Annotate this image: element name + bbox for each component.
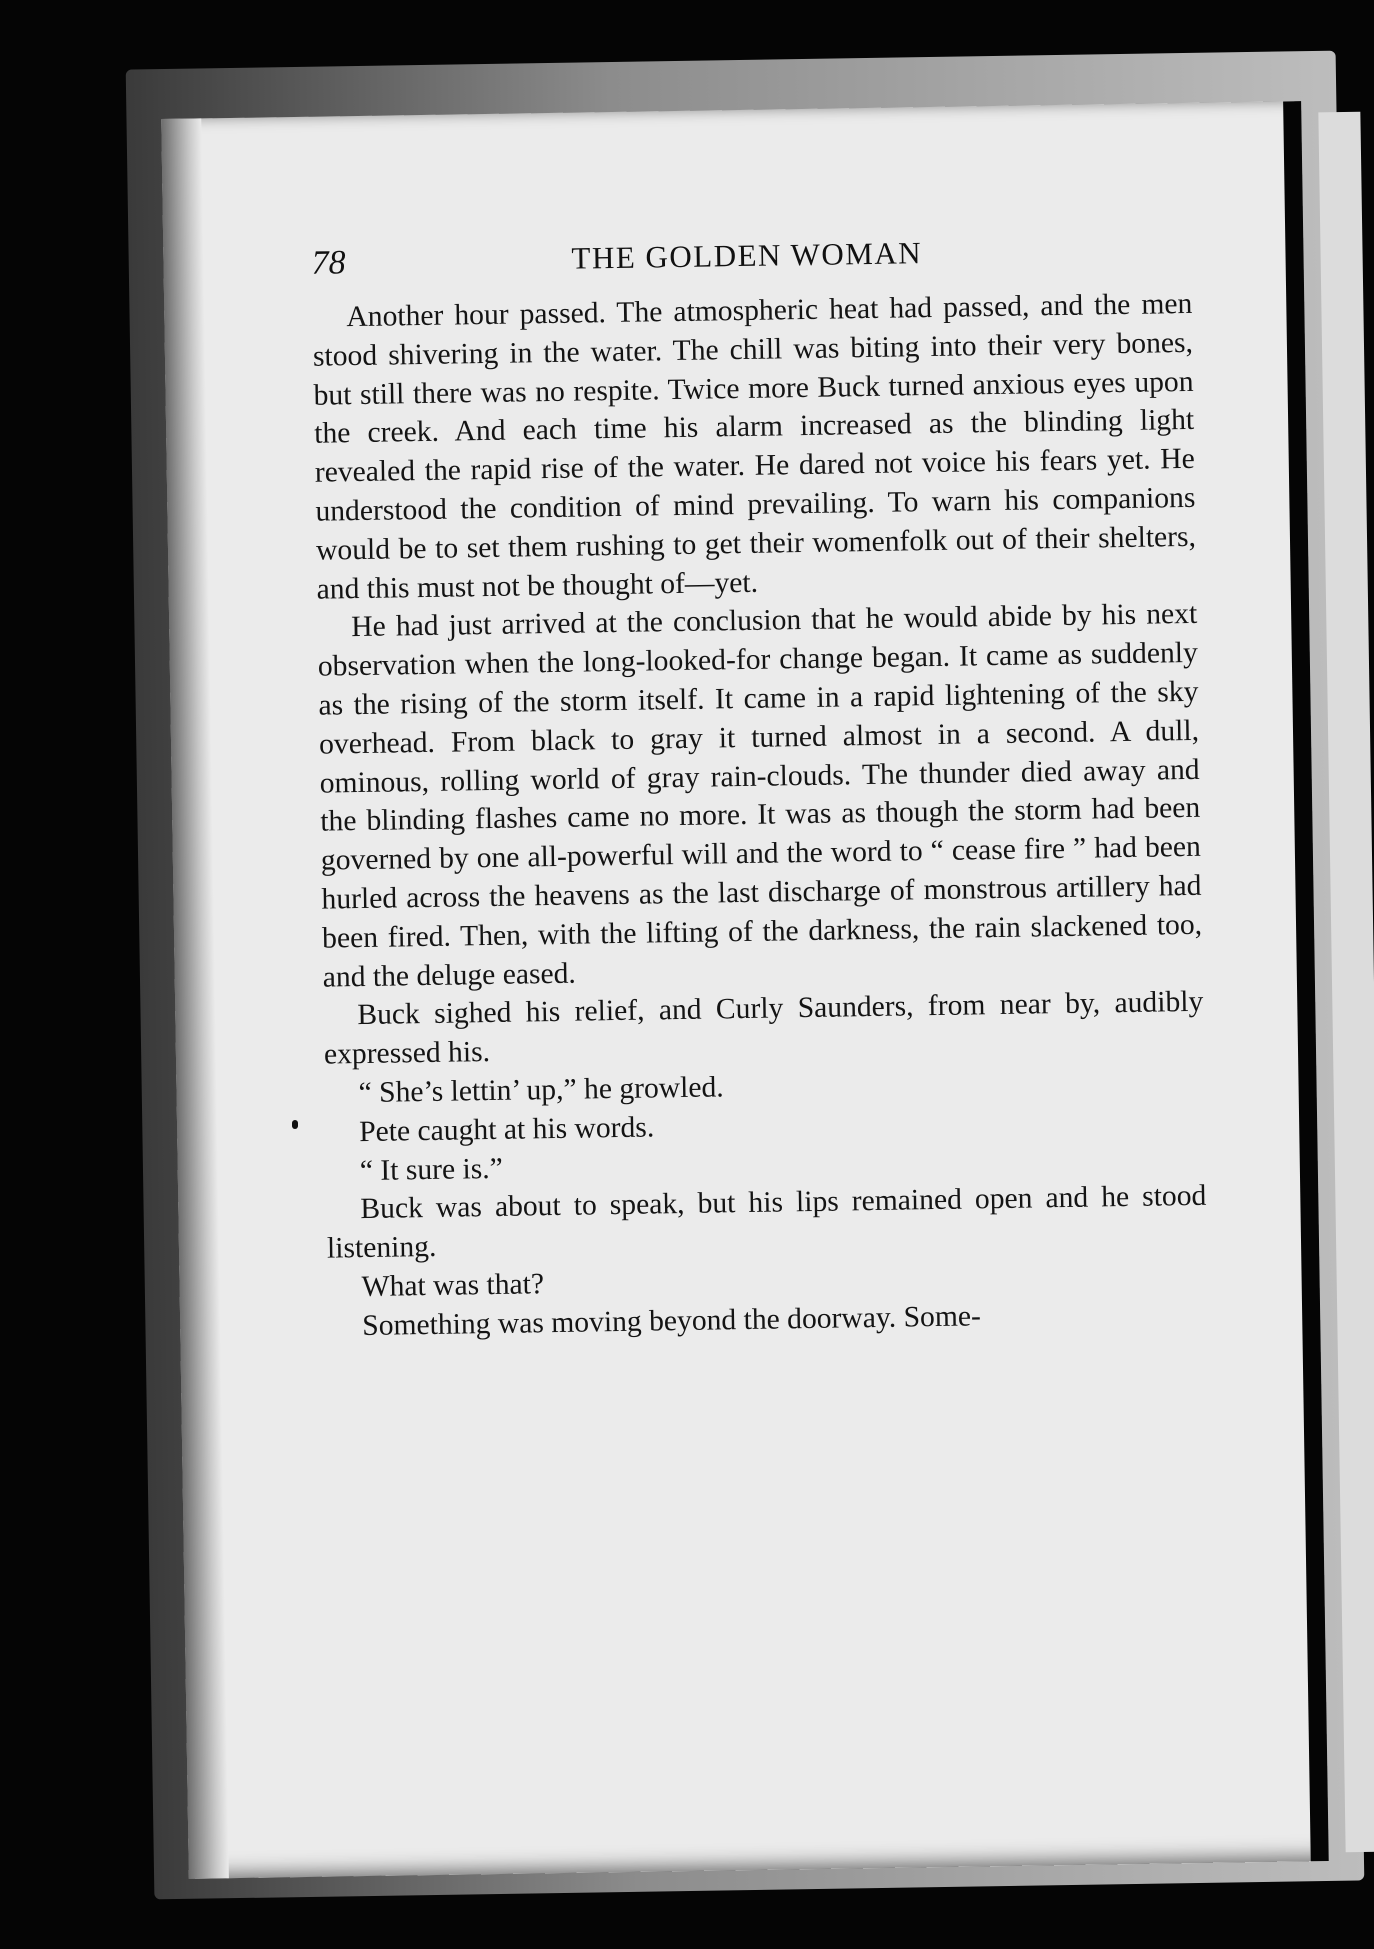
paragraph: Buck was about to speak, but his lips remained open and he stood listening. bbox=[326, 1180, 1207, 1265]
paragraph: Another hour passed. The atmospheric heat had passed, and the men stood shivering in the water. The chill was biting into their very bones, but still there was no respite. Twice more Buck turned anxious eyes upon the creek. And each time his alarm increased as the blinding light revealed the rapid rise of the water. He dared not voice his fears yet. He understood the condition of mind prevailing. To warn his companions would be to set them rushing to get their womenfolk out of their shelters, and this must not be thought of—yet. bbox=[312, 287, 1197, 606]
page-number: 78 bbox=[311, 244, 346, 282]
body-text bbox=[312, 285, 1208, 1346]
page-header bbox=[311, 231, 1192, 289]
paragraph: “ It sure is.” bbox=[359, 1152, 504, 1187]
running-head: THE GOLDEN WOMAN bbox=[571, 235, 923, 276]
paragraph: He had just arrived at the conclusion that he would abide by his next observation when the long-looked-for change began. It came as suddenly as the rising of the storm itself. It came in a rapid lightening of the sky overhead. From black to gray it turned almost in a second. A dull, ominous, rolling world of gray rain-clouds. The thunder died away and the blinding flashes came no more. It was as though the storm had been governed by one all-powerful will and the word to “ cease fire ” had been hurled across the heavens as the last discharge of monstrous artillery had been fired. Then, with the lifting of the darkness, the rain slackened too, and the deluge eased. bbox=[317, 598, 1203, 994]
ink-speck bbox=[292, 1120, 298, 1129]
paragraph: Pete caught at his words. bbox=[358, 1111, 655, 1148]
paragraph: Buck sighed his relief, and Curly Saunders, from near by, audibly expressed his. bbox=[323, 986, 1204, 1071]
paragraph: “ She’s lettin’ up,” he growled. bbox=[358, 1071, 724, 1110]
book-page bbox=[161, 101, 1329, 1879]
paragraph: What was that? bbox=[361, 1268, 545, 1303]
paragraph: Something was moving beyond the doorway. Some- bbox=[361, 1300, 982, 1342]
